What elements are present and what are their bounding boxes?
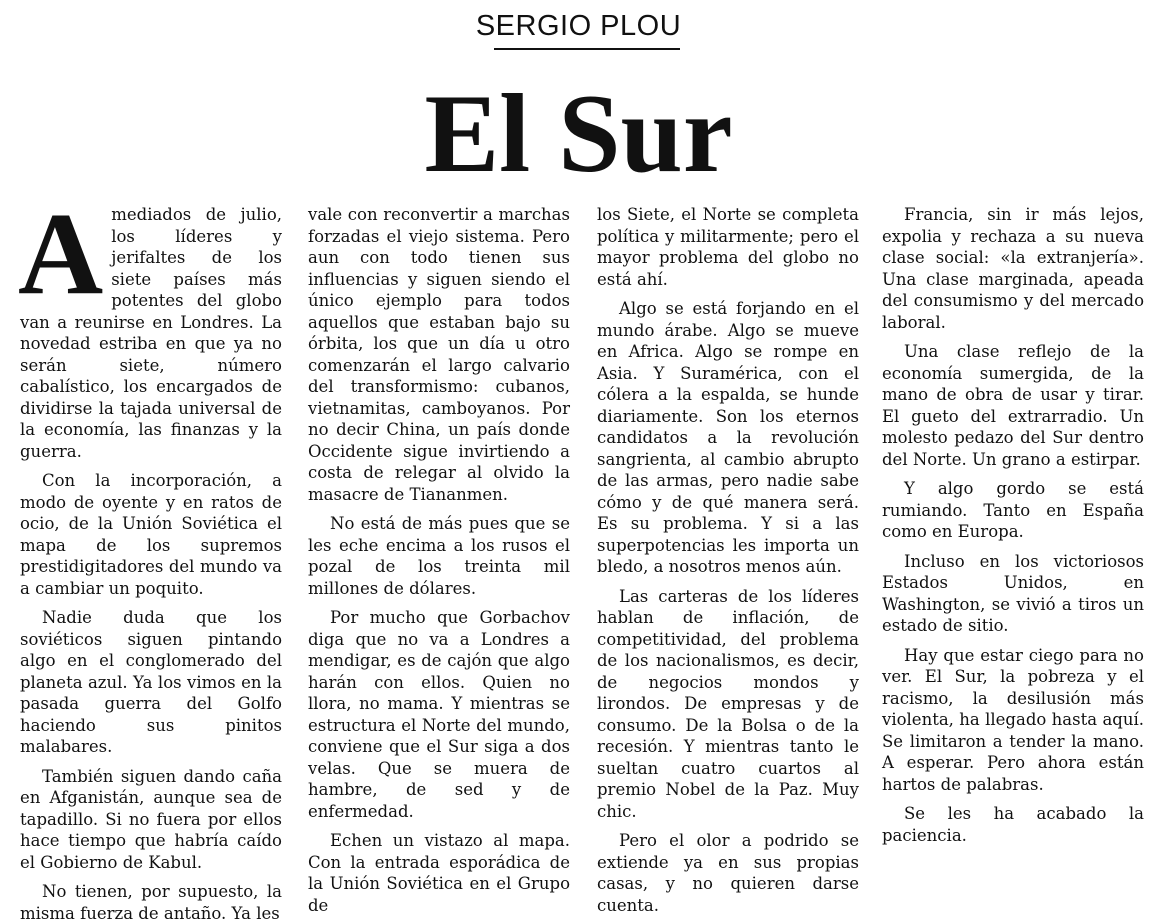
- paragraph-text: mediados de julio, los líderes y jerifaltes de los siete países más potentes del globo van a reunirse en Londres. La novedad estriba en que ya no serán siete, número cabalístico, los encargados de dividirse la tajada universal de la economía, las finanzas y la guerra.: [20, 205, 282, 461]
- paragraph: Las carteras de los líderes hablan de inflación, de competitividad, del problema de los nacionalismos, es decir, de negocios mondos y lirondos. De empresas y de consumo. De la Bolsa o de la recesión. Y mientras tanto le sueltan cuatro cuartos al premio Nobel de la Paz. Muy chic.: [597, 586, 859, 821]
- article-column-1: [18, 188, 282, 923]
- paragraph: Francia, sin ir más lejos, expolia y rechaza a su nueva clase social: «la extranjería». Una clase marginada, apeada del consumismo y del mercado laboral.: [882, 205, 1144, 332]
- paragraph: Incluso en los victoriosos Estados Unidos, en Washington, se vivió a tiros un estado de sitio.: [882, 551, 1144, 635]
- byline-rule: [494, 48, 680, 50]
- paragraph: Echen un vistazo al mapa. Con la entrada esporádica de la Unión Soviética en el Grupo de: [308, 831, 570, 915]
- paragraph: Por mucho que Gorbachov diga que no va a Londres a mendigar, es de cajón que algo harán con ellos. Quien no llora, no mama. Y mientras se estructura el Norte del mundo, conviene que el Sur siga a dos velas. Que se muera de hambre, de sed y de enfermedad.: [308, 608, 570, 821]
- paragraph: vale con reconvertir a marchas forzadas el viejo sistema. Pero aun con todo tienen sus influencias y siguen siendo el único ejemplo para todos aquellos que estaban bajo su órbita, los que un día u otro comenzarán el largo calvario del transformismo: cubanos, vietnamitas, camboyanos. Por no decir China, un país donde Occidente sigue invirtiendo a costa de relegar al olvido la masacre de Tiananmen.: [308, 205, 570, 504]
- paragraph: Y algo gordo se está rumiando. Tanto en España como en Europa.: [882, 479, 1144, 541]
- byline: SERGIO PLOU: [475, 10, 682, 42]
- paragraph: los Siete, el Norte se completa política y militarmente; pero el mayor problema del globo no está ahí.: [597, 205, 859, 289]
- headline: El Sur: [424, 72, 733, 196]
- drop-cap: A: [18, 188, 104, 319]
- paragraph: Algo se está forjando en el mundo árabe. Algo se mueve en Africa. Algo se rompe en Asia. Y Suramérica, con el cólera a la espalda, se hunde diariamente. Son los eternos candidatos a la revolución sangrienta, al cambio abrupto de las armas, pero nadie sabe cómo y de qué manera será. Es su problema. Y si a las superpotencias les importa un bledo, a nosotros menos aún.: [597, 299, 859, 576]
- paragraph: No tienen, por supuesto, la misma fuerza de antaño. Ya les: [20, 882, 282, 923]
- paragraph: Se les ha acabado la paciencia.: [882, 804, 1144, 845]
- article-column-2: [308, 204, 570, 915]
- article-column-4: [882, 204, 1144, 852]
- paragraph: Hay que estar ciego para no ver. El Sur, la pobreza y el racismo, la desilusión más violenta, ha llegado hasta aquí. Se limitaron a tender la mano. A esperar. Pero ahora están hartos de palabras.: [882, 645, 1144, 794]
- paragraph: Pero el olor a podrido se extiende ya en sus propias casas, y no quieren darse cuenta.: [597, 831, 859, 915]
- paragraph: [18, 188, 282, 462]
- paragraph: Una clase reflejo de la economía sumergida, de la mano de obra de usar y tirar. El gueto del extrarradio. Un molesto pedazo del Sur dentro del Norte. Un grano a estirpar.: [882, 342, 1144, 469]
- article-column-3: [597, 204, 859, 915]
- paragraph: También siguen dando caña en Afganistán, aunque sea de tapadillo. Si no fuera por ellos hace tiempo que habría caído el Gobierno de Kabul.: [20, 766, 282, 872]
- paragraph: No está de más pues que se les eche encima a los rusos el pozal de los treinta mil millones de dólares.: [308, 514, 570, 598]
- paragraph: Con la incorporación, a modo de oyente y en ratos de ocio, de la Unión Soviética el mapa de los supremos prestidigitadores del mundo va a cambiar un poquito.: [20, 471, 282, 598]
- paragraph: Nadie duda que los soviéticos siguen pintando algo en el conglomerado del planeta azul. Ya los vimos en la pasada guerra del Golfo haciendo sus pinitos malabares.: [20, 608, 282, 756]
